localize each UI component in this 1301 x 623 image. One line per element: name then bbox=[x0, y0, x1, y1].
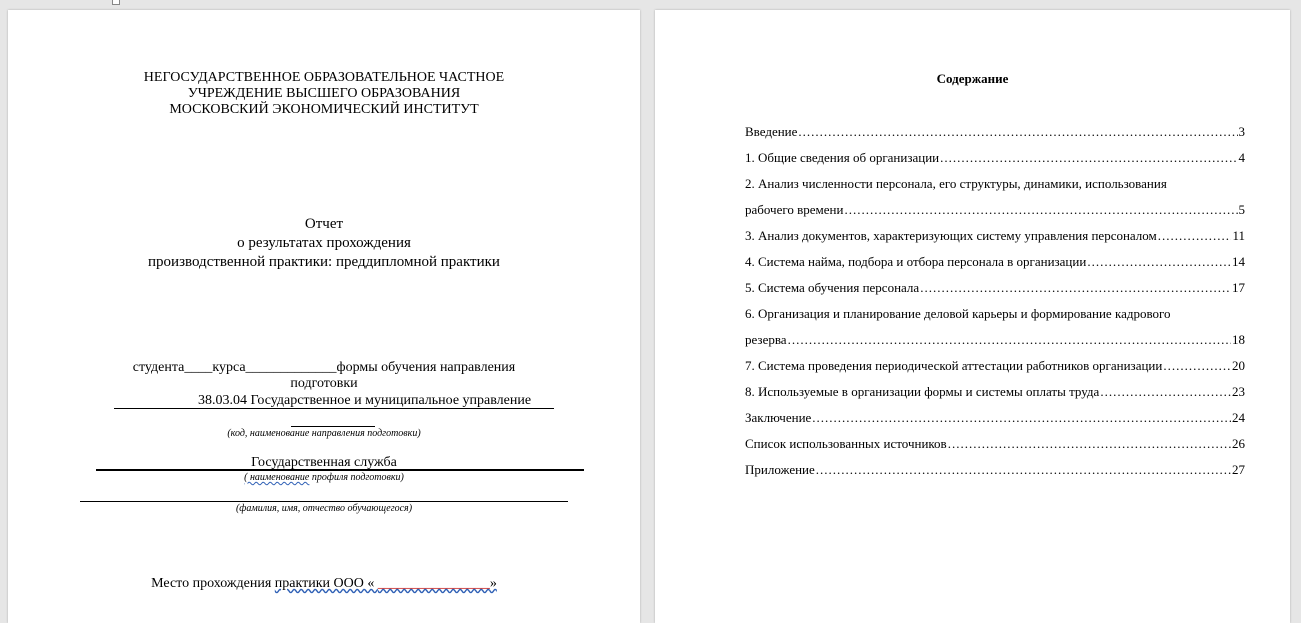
toc-leader-dots bbox=[1087, 254, 1231, 270]
toc-item[interactable] bbox=[745, 436, 1245, 452]
place-blank: ________________ bbox=[377, 576, 490, 591]
student-name-underline bbox=[80, 501, 568, 502]
org-line-3: МОСКОВСКИЙ ЭКОНОМИЧЕСКИЙ ИНСТИТУТ bbox=[169, 102, 479, 117]
org-line-1: НЕГОСУДАРСТВЕННОЕ ОБРАЗОВАТЕЛЬНОЕ ЧАСТНОЕ bbox=[143, 70, 505, 85]
toc-item[interactable] bbox=[745, 150, 1245, 166]
ruler-marker bbox=[112, 0, 120, 5]
toc-leader-dots bbox=[1100, 384, 1231, 400]
toc-item[interactable] bbox=[745, 332, 1245, 348]
toc-item[interactable] bbox=[745, 462, 1245, 478]
toc-title: Содержание bbox=[936, 71, 1009, 86]
toc-item-label-first[interactable]: 2. Анализ численности персонала, его структуры, динамики, использования bbox=[745, 176, 1167, 191]
org-line-2: УЧРЕЖДЕНИЕ ВЫСШЕГО ОБРАЗОВАНИЯ bbox=[187, 86, 461, 101]
toc-leader-dots bbox=[920, 280, 1231, 296]
toc-item-page: 26 bbox=[1232, 436, 1245, 451]
toc-item[interactable] bbox=[745, 280, 1245, 296]
toc-leader-dots bbox=[812, 410, 1231, 426]
toc-item[interactable] bbox=[745, 124, 1245, 140]
toc-item[interactable] bbox=[745, 254, 1245, 270]
toc-item-label: рабочего времени bbox=[745, 202, 844, 217]
toc-leader-dots bbox=[816, 462, 1231, 478]
toc-item[interactable] bbox=[745, 228, 1245, 244]
toc-item[interactable] bbox=[745, 202, 1245, 218]
profile-value: Государственная служба bbox=[251, 455, 397, 470]
toc-item-page: 4 bbox=[1238, 150, 1245, 165]
student-name-caption: (фамилия, имя, отчество обучающегося) bbox=[235, 503, 413, 514]
toc-leader-dots bbox=[798, 124, 1237, 140]
toc-item-page: 27 bbox=[1232, 462, 1245, 477]
toc-item[interactable] bbox=[745, 384, 1245, 400]
student-line-1: студента____курса_____________формы обучения направления bbox=[132, 360, 516, 375]
toc-item-page: 5 bbox=[1238, 202, 1245, 217]
profile-underline bbox=[96, 469, 584, 471]
toc-item-label: 4. Система найма, подбора и отбора персонала в организации bbox=[745, 254, 1087, 269]
toc-page bbox=[655, 10, 1290, 623]
toc-item-label-first[interactable]: 6. Организация и планирование деловой карьеры и формирование кадрового bbox=[745, 306, 1171, 321]
toc-item-label: 7. Система проведения периодической аттестации работников организации bbox=[745, 358, 1163, 373]
report-heading bbox=[8, 215, 640, 272]
toc-item[interactable] bbox=[745, 358, 1245, 374]
toc-item-label: резерва bbox=[745, 332, 787, 347]
profile-caption-a: ( наименование bbox=[244, 472, 310, 483]
place-line bbox=[8, 576, 640, 592]
place-prefix: Место прохождения bbox=[151, 576, 275, 591]
toc-item-label: Список использованных источников bbox=[745, 436, 947, 451]
report-line-3: производственной практики: преддипломной практики bbox=[148, 254, 500, 270]
toc-item-label: 3. Анализ документов, характеризующих систему управления персоналом bbox=[745, 228, 1157, 243]
toc-leader-dots bbox=[844, 202, 1237, 218]
profile-caption bbox=[8, 472, 640, 483]
toc-leader-dots bbox=[788, 332, 1231, 348]
place-end: » bbox=[489, 576, 497, 591]
toc-item-page: 23 bbox=[1232, 384, 1245, 399]
toc-item-page: 18 bbox=[1232, 332, 1245, 347]
toc-item-label: Заключение bbox=[745, 410, 812, 425]
direction-caption: (код, наименование направления подготовки) bbox=[227, 428, 421, 439]
report-line-2: о результатах прохождения bbox=[237, 235, 411, 251]
title-page bbox=[8, 10, 640, 623]
toc-item-label: Приложение bbox=[745, 462, 815, 477]
toc-item[interactable] bbox=[745, 410, 1245, 426]
toc-item-label: 8. Используемые в организации формы и системы оплаты труда bbox=[745, 384, 1100, 399]
student-line-2: подготовки bbox=[290, 376, 358, 391]
direction-short-line bbox=[291, 426, 375, 427]
toc-item-page: 11 bbox=[1232, 228, 1245, 243]
toc-item-page: 24 bbox=[1232, 410, 1245, 425]
toc-item-label: Введение bbox=[745, 124, 798, 139]
toc-leader-dots bbox=[948, 436, 1231, 452]
toc-item-label: 1. Общие сведения об организации bbox=[745, 150, 940, 165]
toc-item-page: 20 bbox=[1232, 358, 1245, 373]
student-line bbox=[8, 360, 640, 392]
direction-value: 38.03.04 Государственное и муниципальное управление bbox=[198, 393, 532, 408]
toc-leader-dots bbox=[940, 150, 1237, 166]
toc-leader-dots bbox=[1158, 228, 1232, 244]
toc-leader-dots bbox=[1163, 358, 1231, 374]
toc-item-label: 5. Система обучения персонала bbox=[745, 280, 920, 295]
place-link: практики ООО « bbox=[274, 576, 378, 591]
profile-caption-b: профиля подготовки) bbox=[309, 472, 404, 483]
toc-item-page: 3 bbox=[1238, 124, 1245, 139]
toc-item-page: 17 bbox=[1232, 280, 1245, 295]
org-name bbox=[8, 70, 640, 118]
report-title: Отчет bbox=[304, 216, 344, 232]
toc-item-page: 14 bbox=[1232, 254, 1245, 269]
